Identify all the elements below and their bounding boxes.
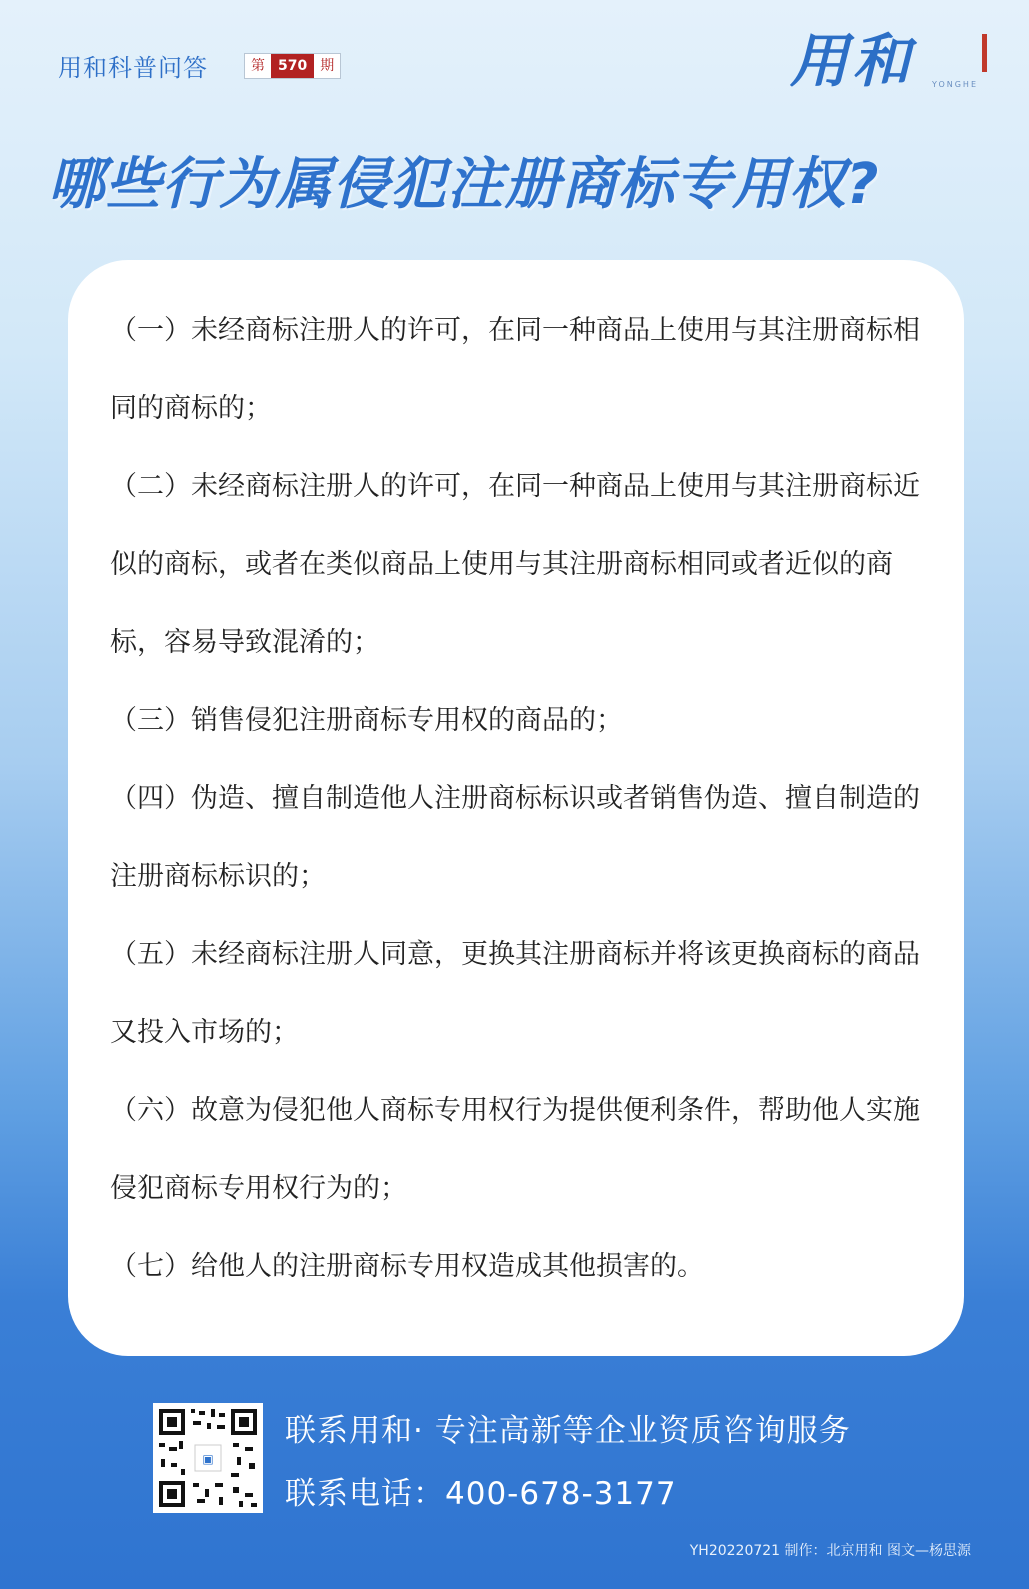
issue-badge: [244, 53, 341, 79]
issue-number: 570: [271, 54, 314, 78]
svg-text:▣: ▣: [202, 1452, 214, 1466]
list-item: （五）未经商标注册人同意，更换其注册商标并将该更换商标的商品又投入市场的；: [110, 939, 920, 1048]
content-card: [68, 260, 964, 1356]
contact-tagline: 联系用和· 专注高新等企业资质咨询服务: [285, 1413, 851, 1449]
logo-text-en: YONGHE: [932, 80, 978, 89]
issue-prefix: 第: [251, 58, 265, 74]
logo-text-cn: 用和: [790, 27, 915, 95]
series-title: 用和科普问答: [58, 54, 208, 82]
qr-code[interactable]: [153, 1403, 263, 1513]
list-item: （七）给他人的注册商标专用权造成其他损害的。: [110, 1251, 704, 1282]
brand-logo: [790, 28, 990, 100]
item-list: [110, 292, 920, 1306]
list-item: （二）未经商标注册人的许可，在同一种商品上使用与其注册商标近似的商标，或者在类似商品上使用与其注册商标相同或者近似的商标，容易导致混淆的；: [110, 471, 920, 658]
logo-seal: [982, 34, 987, 72]
issue-suffix: 期: [320, 58, 335, 74]
qr-code-icon: [153, 1403, 263, 1513]
list-item: （三）销售侵犯注册商标专用权的商品的；: [110, 705, 623, 736]
list-item: （四）伪造、擅自制造他人注册商标标识或者销售伪造、擅自制造的注册商标标识的；: [110, 783, 920, 892]
credits: YH20220721 制作：北京用和 图文—杨思源: [689, 1543, 971, 1559]
contact-phone[interactable]: 联系电话：400-678-3177: [285, 1476, 677, 1512]
page-title: 哪些行为属侵犯注册商标专用权?: [48, 152, 880, 217]
list-item: （一）未经商标注册人的许可，在同一种商品上使用与其注册商标相同的商标的；: [110, 315, 920, 424]
list-item: （六）故意为侵犯他人商标专用权行为提供便利条件，帮助他人实施侵犯商标专用权行为的；: [110, 1095, 920, 1204]
